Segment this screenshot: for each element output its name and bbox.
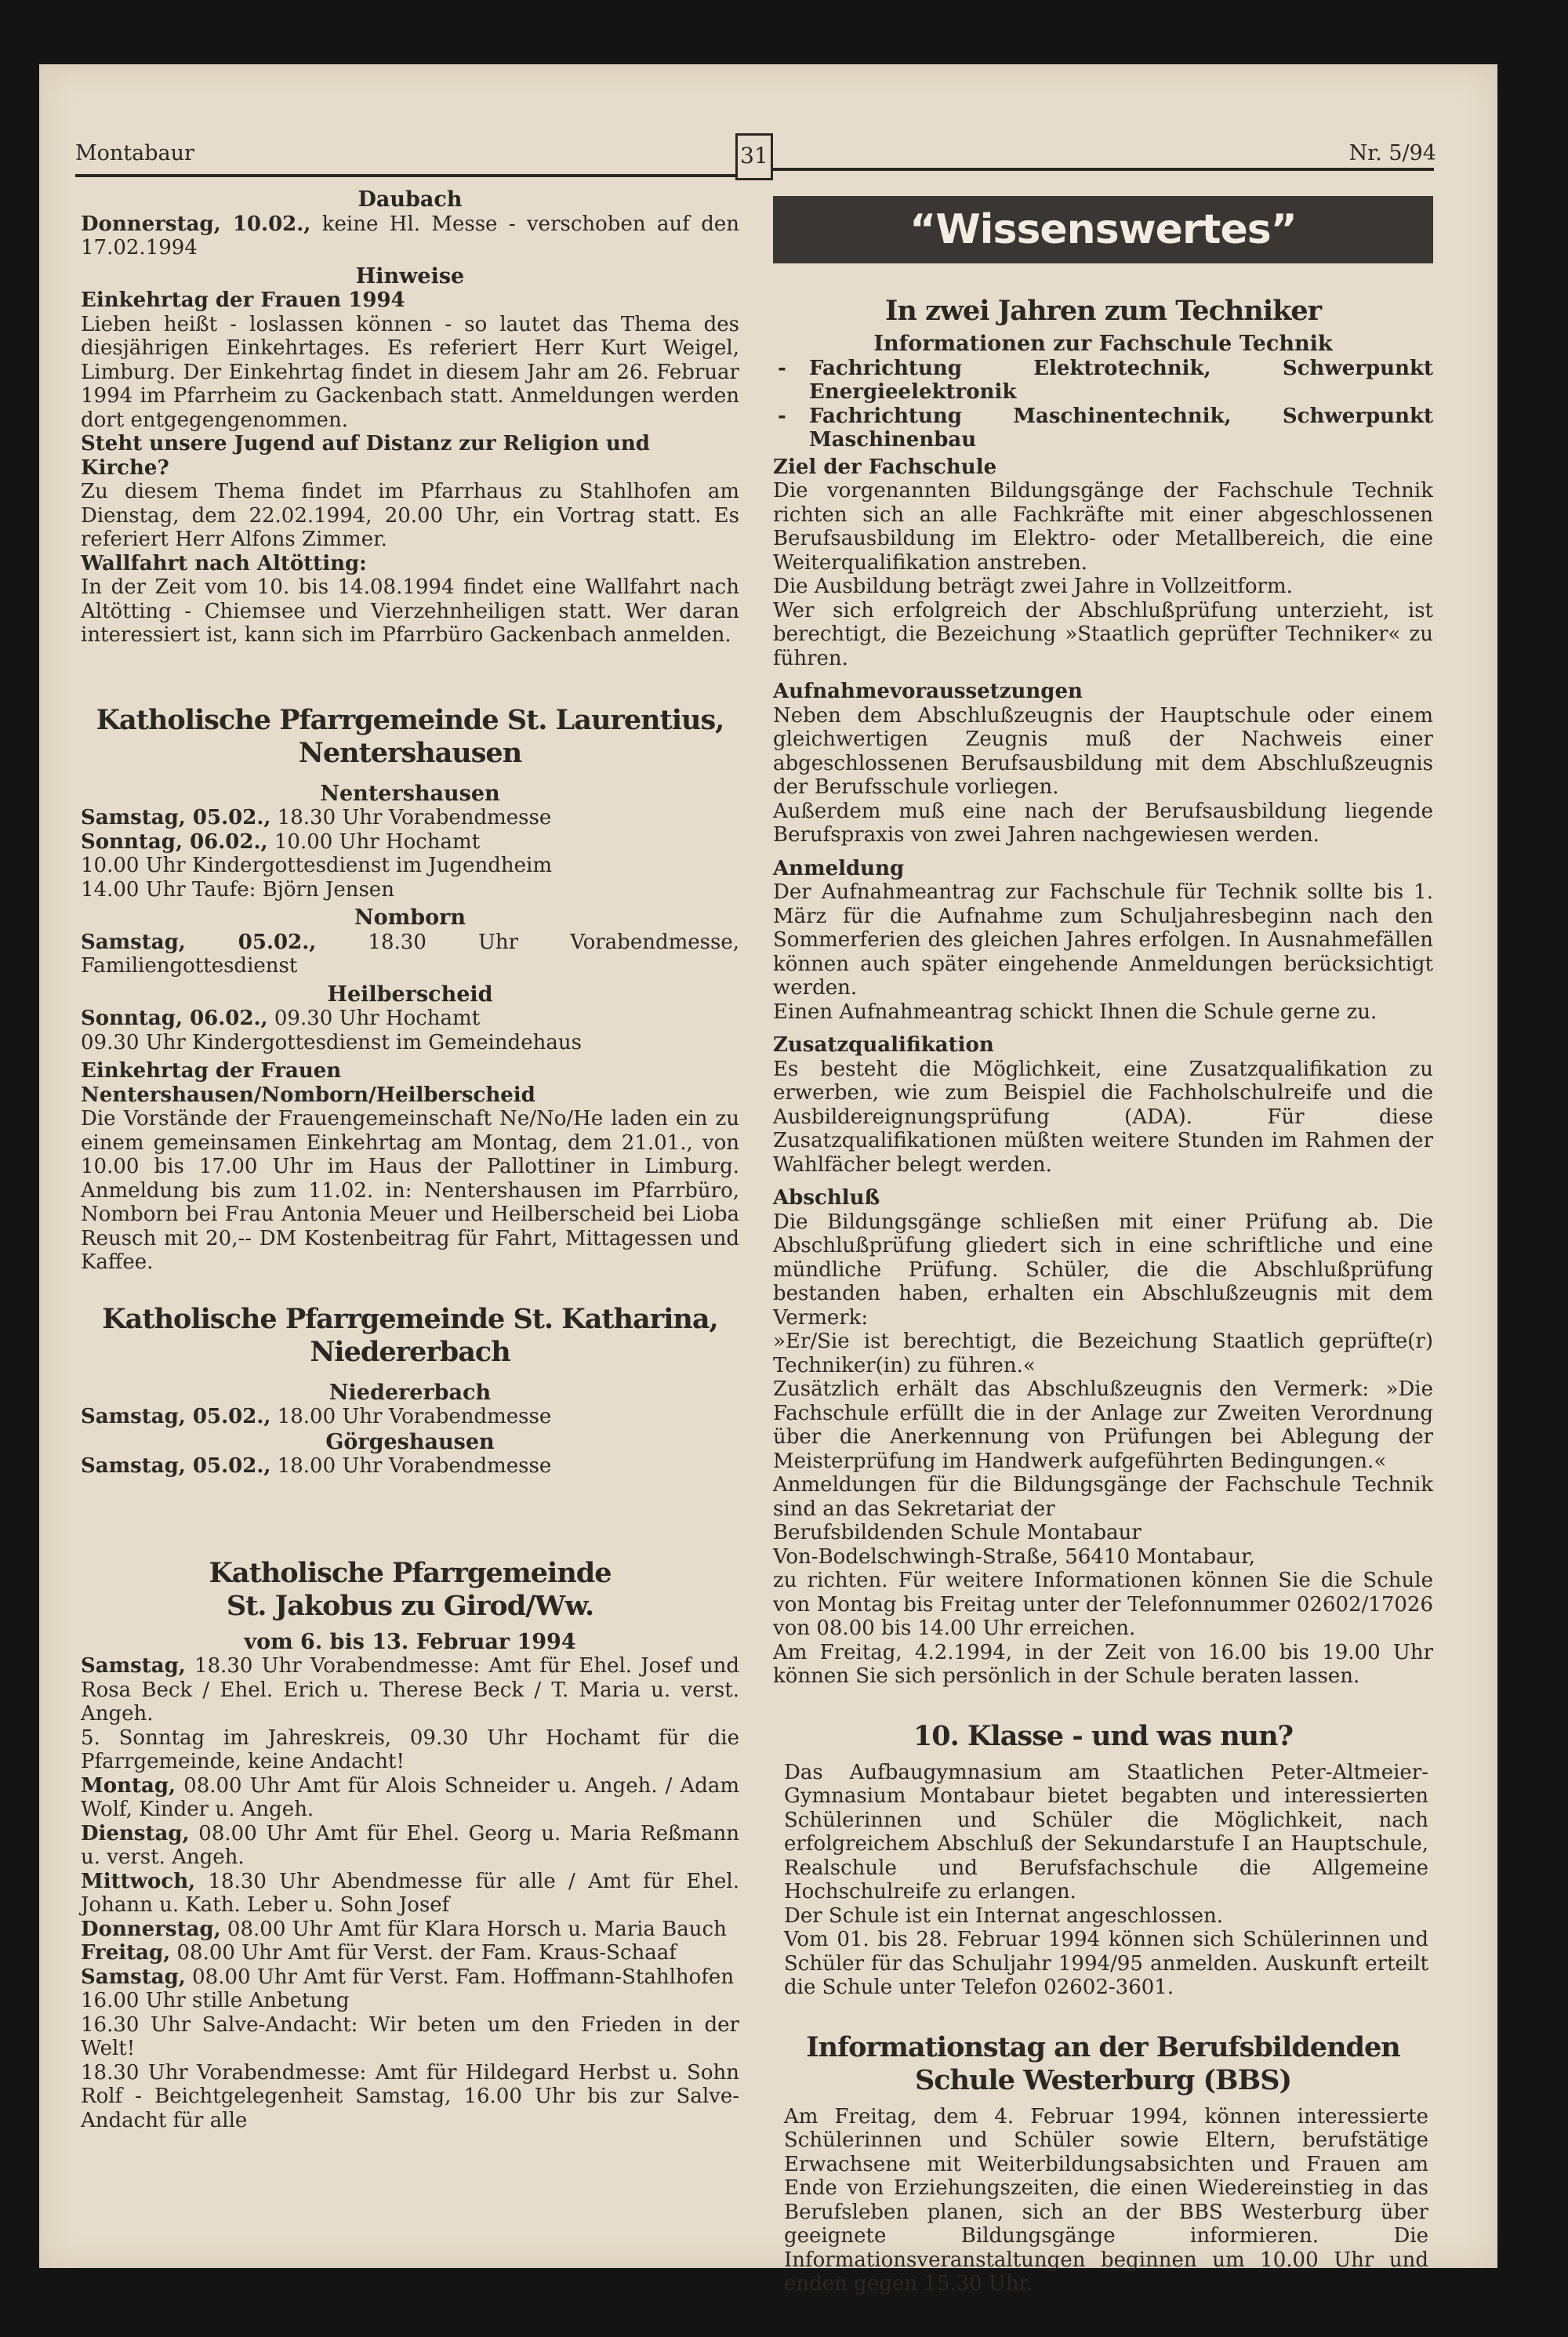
heading-line: Nentershausen <box>298 736 522 769</box>
entry-text: 10.00 Uhr Hochamt <box>267 829 481 854</box>
article-paragraph: Berufsbildenden Schule Montabaur <box>773 1521 1142 1544</box>
entry-text: 18.30 Uhr Vorabendmesse, Familiengottesdienst <box>81 930 739 978</box>
section-subheading: Hinweise <box>355 263 465 288</box>
place-heading: Niedererbach <box>328 1380 492 1405</box>
article-title <box>773 2031 1433 2097</box>
article-paragraph: Die vorgenannten Bildungsgänge der Fachschule Technik richten sich an alle Fachkräfte mit einer abgeschlossenen Berufsausbildung im Elektro- oder Metallbereich, die eine Weiterqualifikation anstreben. <box>773 479 1433 575</box>
day-label: Montag, <box>81 1773 176 1798</box>
article-paragraph: Neben dem Abschlußzeugnis der Hauptschule oder einem gleichwertigen Zeugnis muß der Nachweis einer abgeschlossenen Berufsausbildung mit dem Abschlußzeugnis der Berufsschule vorliegen. <box>773 703 1433 799</box>
bbs-article <box>773 2031 1433 2296</box>
heading-line: Informationstag an der Berufsbildenden <box>806 2030 1400 2063</box>
notice-heading: Steht unsere Jugend auf Distanz zur Religion und Kirche? <box>81 432 650 480</box>
schedule-line <box>81 931 739 978</box>
article-paragraph: Anmeldungen für die Bildungsgänge der Fachschule Technik sind an das Sekretariat der <box>773 1473 1433 1521</box>
issue-number: Nr. 5/94 <box>1348 141 1436 165</box>
schedule-list <box>81 1654 739 2132</box>
laurentius-section <box>81 704 739 1275</box>
schedule-line <box>81 1941 739 1965</box>
place-heading: Nomborn <box>354 905 466 930</box>
article-paragraph: zu richten. Für weitere Informationen können Sie die Schule von Montag bis Freitag unter der Telefonnummer 02602/17026 von 08.00 bis 14.00 Uhr erreichen. <box>773 1569 1433 1640</box>
entry-text: 18.30 Uhr Vorabendmesse: Amt für Ehel. Josef und Rosa Beck / Ehel. Erich u. Therese Beck / T. Maria u. verst. Angeh. <box>81 1654 739 1726</box>
article-subtitle: Informationen zur Fachschule Technik <box>873 332 1333 356</box>
place-heading: Heilberscheid <box>327 982 493 1007</box>
entry-text: 09.30 Uhr Hochamt <box>267 1007 481 1030</box>
schedule-line <box>81 1454 739 1479</box>
article-paragraph: Der Aufnahmeantrag zur Fachschule für Technik sollte bis 1. März für die Aufnahme zum Schuljahresbeginn nach den Sommerferien des gleichen Jahres erfolgen. In Ausnahmefällen können auch später eingehende Anmeldungen berücksichtigt werden. <box>773 880 1433 1000</box>
section-heading: Abschluß <box>773 1186 880 1210</box>
schedule-line <box>81 1726 739 1774</box>
entry-text: 18.30 Uhr Vorabendmesse <box>270 806 552 829</box>
entry-text: keine Hl. Messe - verschoben auf den 17.02.1994 <box>81 212 739 259</box>
schedule-line <box>81 806 739 830</box>
heading-line: Niedererbach <box>310 1335 510 1368</box>
schedule-line <box>81 1774 739 1822</box>
article-paragraph: Einen Aufnahmeantrag schickt Ihnen die Schule gerne zu. <box>773 1000 1377 1024</box>
hinweise-section <box>81 265 739 648</box>
article-paragraph: Außerdem muß eine nach der Berufsausbildung liegende Berufspraxis von zwei Jahren nachgewiesen werden. <box>773 799 1433 847</box>
entry-text: 08.00 Uhr Amt für Verst. Fam. Hoffmann-Stahlhofen <box>185 1965 735 1989</box>
entry-text: 16.30 Uhr Salve-Andacht: Wir beten um den Frieden in der Welt! <box>81 2012 739 2060</box>
article-paragraph: Am Freitag, dem 4. Februar 1994, können interessierte Schülerinnen und Schüler sowie Eltern, berufstätige Erwachsene mit Weiterbildungsabsichten und Frauen am Ende von Erziehungszeiten, die einen Wiedereinstieg in das Berufsleben planen, sich an der BBS Westerburg über geeignete Bildungsgänge informieren. Die Informationsveranstaltungen beginnen um 10.00 Uhr und enden gegen 15.30 Uhr. <box>784 2104 1428 2295</box>
right-column <box>773 188 1433 2296</box>
article-paragraph: Die Ausbildung beträgt zwei Jahre in Vollzeitform. <box>773 575 1293 598</box>
schedule-line <box>81 1405 739 1429</box>
day-label: Dienstag, <box>81 1821 190 1845</box>
day-label: Samstag, <box>81 1965 186 1989</box>
day-label: Samstag, 05.02., <box>81 930 317 954</box>
parish-heading <box>81 1557 739 1623</box>
parish-heading <box>81 704 739 770</box>
entry-text: 18.00 Uhr Vorabendmesse <box>270 1405 552 1428</box>
schedule-line <box>81 830 739 855</box>
day-label: Sonntag, 06.02., <box>81 829 268 854</box>
period-heading: vom 6. bis 13. Februar 1994 <box>244 1629 576 1654</box>
entry-text: 18.30 Uhr Vorabendmesse: Amt für Hildegard Herbst u. Sohn Rolf - Beichtgelegenheit Samstag, 16.00 Uhr bis zur Salve-Andacht für alle <box>81 2060 739 2132</box>
schedule-line <box>81 1918 739 1942</box>
schedule-line: 14.00 Uhr Taufe: Björn Jensen <box>81 877 394 902</box>
schedule-line <box>81 2061 739 2133</box>
place-heading: Görgeshausen <box>325 1429 495 1454</box>
entry-text: 08.00 Uhr Amt für Ehel. Georg u. Maria Reßmann u. verst. Angeh. <box>81 1821 739 1869</box>
entry-text: 18.30 Uhr Abendmesse für alle / Amt für Ehel. Johann u. Kath. Leber u. Sohn Josef <box>81 1869 739 1917</box>
heading-line: St. Jakobus zu Girod/Ww. <box>226 1589 594 1622</box>
list-item-text: Fachrichtung Maschinentechnik, Schwerpunkt Maschinenbau <box>809 404 1433 452</box>
article-paragraph: Es besteht die Möglichkeit, eine Zusatzqualifikation zu erwerben, wie zum Beispiel die Fachholschulreife und die Ausbildereignungsprüfung (ADA). Für diese Zusatzqualifikationen müßten weitere Stunden im Rahmen der Wahlfächer belegt werden. <box>773 1057 1433 1177</box>
article-paragraph: Von-Bodelschwingh-Straße, 56410 Montabaur, <box>773 1544 1255 1569</box>
notice-item <box>81 552 739 648</box>
entry-text: 08.00 Uhr Amt für Alois Schneider u. Angeh. / Adam Wolf, Kinder u. Angeh. <box>81 1773 739 1821</box>
article-paragraph: Vom 01. bis 28. Februar 1994 können sich Schülerinnen und Schüler für das Schuljahr 1994/95 anmelden. Auskunft erteilt die Schule unter Telefon 02602-3601. <box>784 1928 1428 1999</box>
schedule-line <box>81 1822 739 1870</box>
section-subheading: Daubach <box>358 187 463 212</box>
entry-text: 08.00 Uhr Amt für Verst. der Fam. Kraus-Schaaf <box>170 1941 677 1965</box>
section-heading: Aufnahmevoraussetzungen <box>773 680 1083 703</box>
day-label: Donnerstag, 10.02., <box>81 212 311 236</box>
techniker-article <box>773 295 1433 1689</box>
notice-heading: Einkehrtag der Frauen 1994 <box>81 288 405 312</box>
dash-bullet: - <box>778 356 786 380</box>
article-title: 10. Klasse - und was nun? <box>913 1719 1294 1752</box>
article-paragraph: Der Schule ist ein Internat angeschlossen. <box>784 1903 1224 1928</box>
notice-text: Zu diesem Thema findet im Pfarrhaus zu Stahlhofen am Dienstag, dem 22.02.1994, 20.00 Uhr, ein Vortrag statt. Es referiert Herr Alfons Zimmer. <box>81 480 739 551</box>
heading-line: Katholische Pfarrgemeinde St. Laurentius, <box>96 703 724 736</box>
entry-text: 16.00 Uhr stille Anbetung <box>81 1989 350 2012</box>
schedule-line: 10.00 Uhr Kindergottesdienst im Jugendheim <box>81 854 552 877</box>
list-item <box>773 405 1433 452</box>
article-paragraph: Das Aufbaugymnasium am Staatlichen Peter-Altmeier-Gymnasium Montabaur bietet begabten und interessierten Schülerinnen und Schüler die Möglichkeit, nach erfolgreichem Abschluß der Sekundarstufe I an Hauptschule, Realschule und Berufsfachschule die Allgemeine Hochschulreife zu erlangen. <box>784 1760 1428 1903</box>
article-paragraph: Wer sich erfolgreich der Abschlußprüfung unterzieht, ist berechtigt, die Bezeichung »Staatlich geprüfter Techniker« zu führen. <box>773 598 1433 670</box>
section-heading: Anmeldung <box>773 856 905 880</box>
article-paragraph: Am Freitag, 4.2.1994, in der Zeit von 16.00 bis 19.00 Uhr können Sie sich persönlich in der Schule beraten lassen. <box>773 1640 1433 1688</box>
notice-text: Die Vorstände der Frauengemeinschaft Ne/No/He laden ein zu einem gemeinsamen Einkehrtag am Montag, dem 21.01., von 10.00 bis 17.00 Uhr im Haus der Pallottiner in Limburg. Anmeldung bis zum 11.02. in: Nentershausen im Pfarrbüro, Nomborn bei Frau Antonia Meuer und Heilberscheid bei Lioba Reusch mit 20,-- DM Kostenbeitrag für Fahrt, Mittagessen und Kaffee. <box>81 1107 739 1274</box>
schedule-line <box>81 1965 739 1990</box>
klasse-article <box>773 1720 1433 2000</box>
parish-heading <box>81 1303 739 1369</box>
page-number: 31 <box>735 133 773 180</box>
day-label: Mittwoch, <box>81 1869 196 1893</box>
entry-text: 5. Sonntag im Jahreskreis, 09.30 Uhr Hochamt für die Pfarrgemeinde, keine Andacht! <box>81 1726 739 1773</box>
day-label: Donnerstag, <box>81 1917 221 1941</box>
jakobus-section <box>81 1557 739 2133</box>
notice-item <box>81 432 739 552</box>
entry-text: 18.00 Uhr Vorabendmesse <box>270 1454 552 1478</box>
day-label: Sonntag, 06.02., <box>81 1007 268 1030</box>
schedule-line <box>81 1654 739 1726</box>
article-paragraph: Zusätzlich erhält das Abschlußzeugnis den Vermerk: »Die Fachschule erfüllt die in der Anlage zur Zweiten Verordnung über die Anerkennung von Prüfungen bei Ablegung der Meisterprüfung im Handwerk aufgeführten Bedingungen.« <box>773 1377 1433 1473</box>
header-rule-right <box>771 168 1434 171</box>
heading-line: Schule Westerburg (BBS) <box>914 2063 1292 2096</box>
katharina-section <box>81 1303 739 1479</box>
article-paragraph: »Er/Sie ist berechtigt, die Bezeichung Staatlich geprüfte(r) Techniker(in) zu führen.« <box>773 1330 1433 1377</box>
day-label: Samstag, <box>81 1654 186 1678</box>
list-item-text: Fachrichtung Elektrotechnik, Schwerpunkt Energieelektronik <box>809 356 1433 404</box>
dash-bullet: - <box>778 404 786 428</box>
article-paragraph: Die Bildungsgänge schließen mit einer Prüfung ab. Die Abschlußprüfung gliedert sich in eine schriftliche und eine mündliche Prüfung. Schüler, die die Abschlußprüfung bestanden haben, erhalten ein Abschlußzeugnis mit dem Vermerk: <box>773 1210 1433 1330</box>
schedule-line <box>81 1870 739 1918</box>
day-label: Samstag, 05.02., <box>81 806 271 829</box>
list-item <box>773 357 1433 405</box>
entry-text: 08.00 Uhr Amt für Klara Horsch u. Maria Bauch <box>220 1917 727 1941</box>
header-rule-left <box>75 174 735 177</box>
section-heading: Ziel der Fachschule <box>773 455 997 479</box>
notice-item <box>81 288 739 432</box>
article-title: In zwei Jahren zum Techniker <box>884 295 1322 327</box>
daubach-section <box>81 188 739 260</box>
notice-heading: Wallfahrt nach Altötting: <box>81 551 367 575</box>
left-column <box>81 188 739 2132</box>
day-label: Freitag, <box>81 1941 171 1965</box>
schedule-line: 09.30 Uhr Kindergottesdienst im Gemeindehaus <box>81 1030 582 1054</box>
schedule-line <box>81 212 739 260</box>
notice-text: In der Zeit vom 10. bis 14.08.1994 findet eine Wallfahrt nach Altötting - Chiemsee und Vierzehnheiligen statt. Wer daran interessiert ist, kann sich im Pfarrbüro Gackenbach anmelden. <box>81 575 739 647</box>
schedule-line <box>81 1007 739 1031</box>
newspaper-page <box>39 64 1497 2295</box>
section-heading: Zusatzqualifikation <box>773 1033 994 1057</box>
schedule-line <box>81 2013 739 2061</box>
notice-text: Lieben heißt - loslassen können - so lautet das Thema des diesjährigen Einkehrtages. Es referiert Herr Kurt Weigel, Limburg. Der Einkehrtag findet in diesem Jahr am 26. Februar 1994 im Pfarrheim zu Gackenbach statt. Anmeldungen werden dort entgegengenommen. <box>81 312 739 432</box>
notice-heading: Einkehrtag der Frauen Nentershausen/Nomborn/Heilberscheid <box>81 1059 535 1107</box>
section-banner: “Wissenswertes” <box>773 196 1433 263</box>
day-label: Samstag, 05.02., <box>81 1454 271 1478</box>
day-label: Samstag, 05.02., <box>81 1405 271 1428</box>
article-body <box>773 455 1433 1689</box>
schedule-line <box>81 1989 739 2013</box>
place-heading: Nentershausen <box>320 781 500 806</box>
heading-line: Katholische Pfarrgemeinde St. Katharina, <box>102 1302 718 1335</box>
header-location: Montabaur <box>75 141 194 165</box>
heading-line: Katholische Pfarrgemeinde <box>209 1556 612 1589</box>
